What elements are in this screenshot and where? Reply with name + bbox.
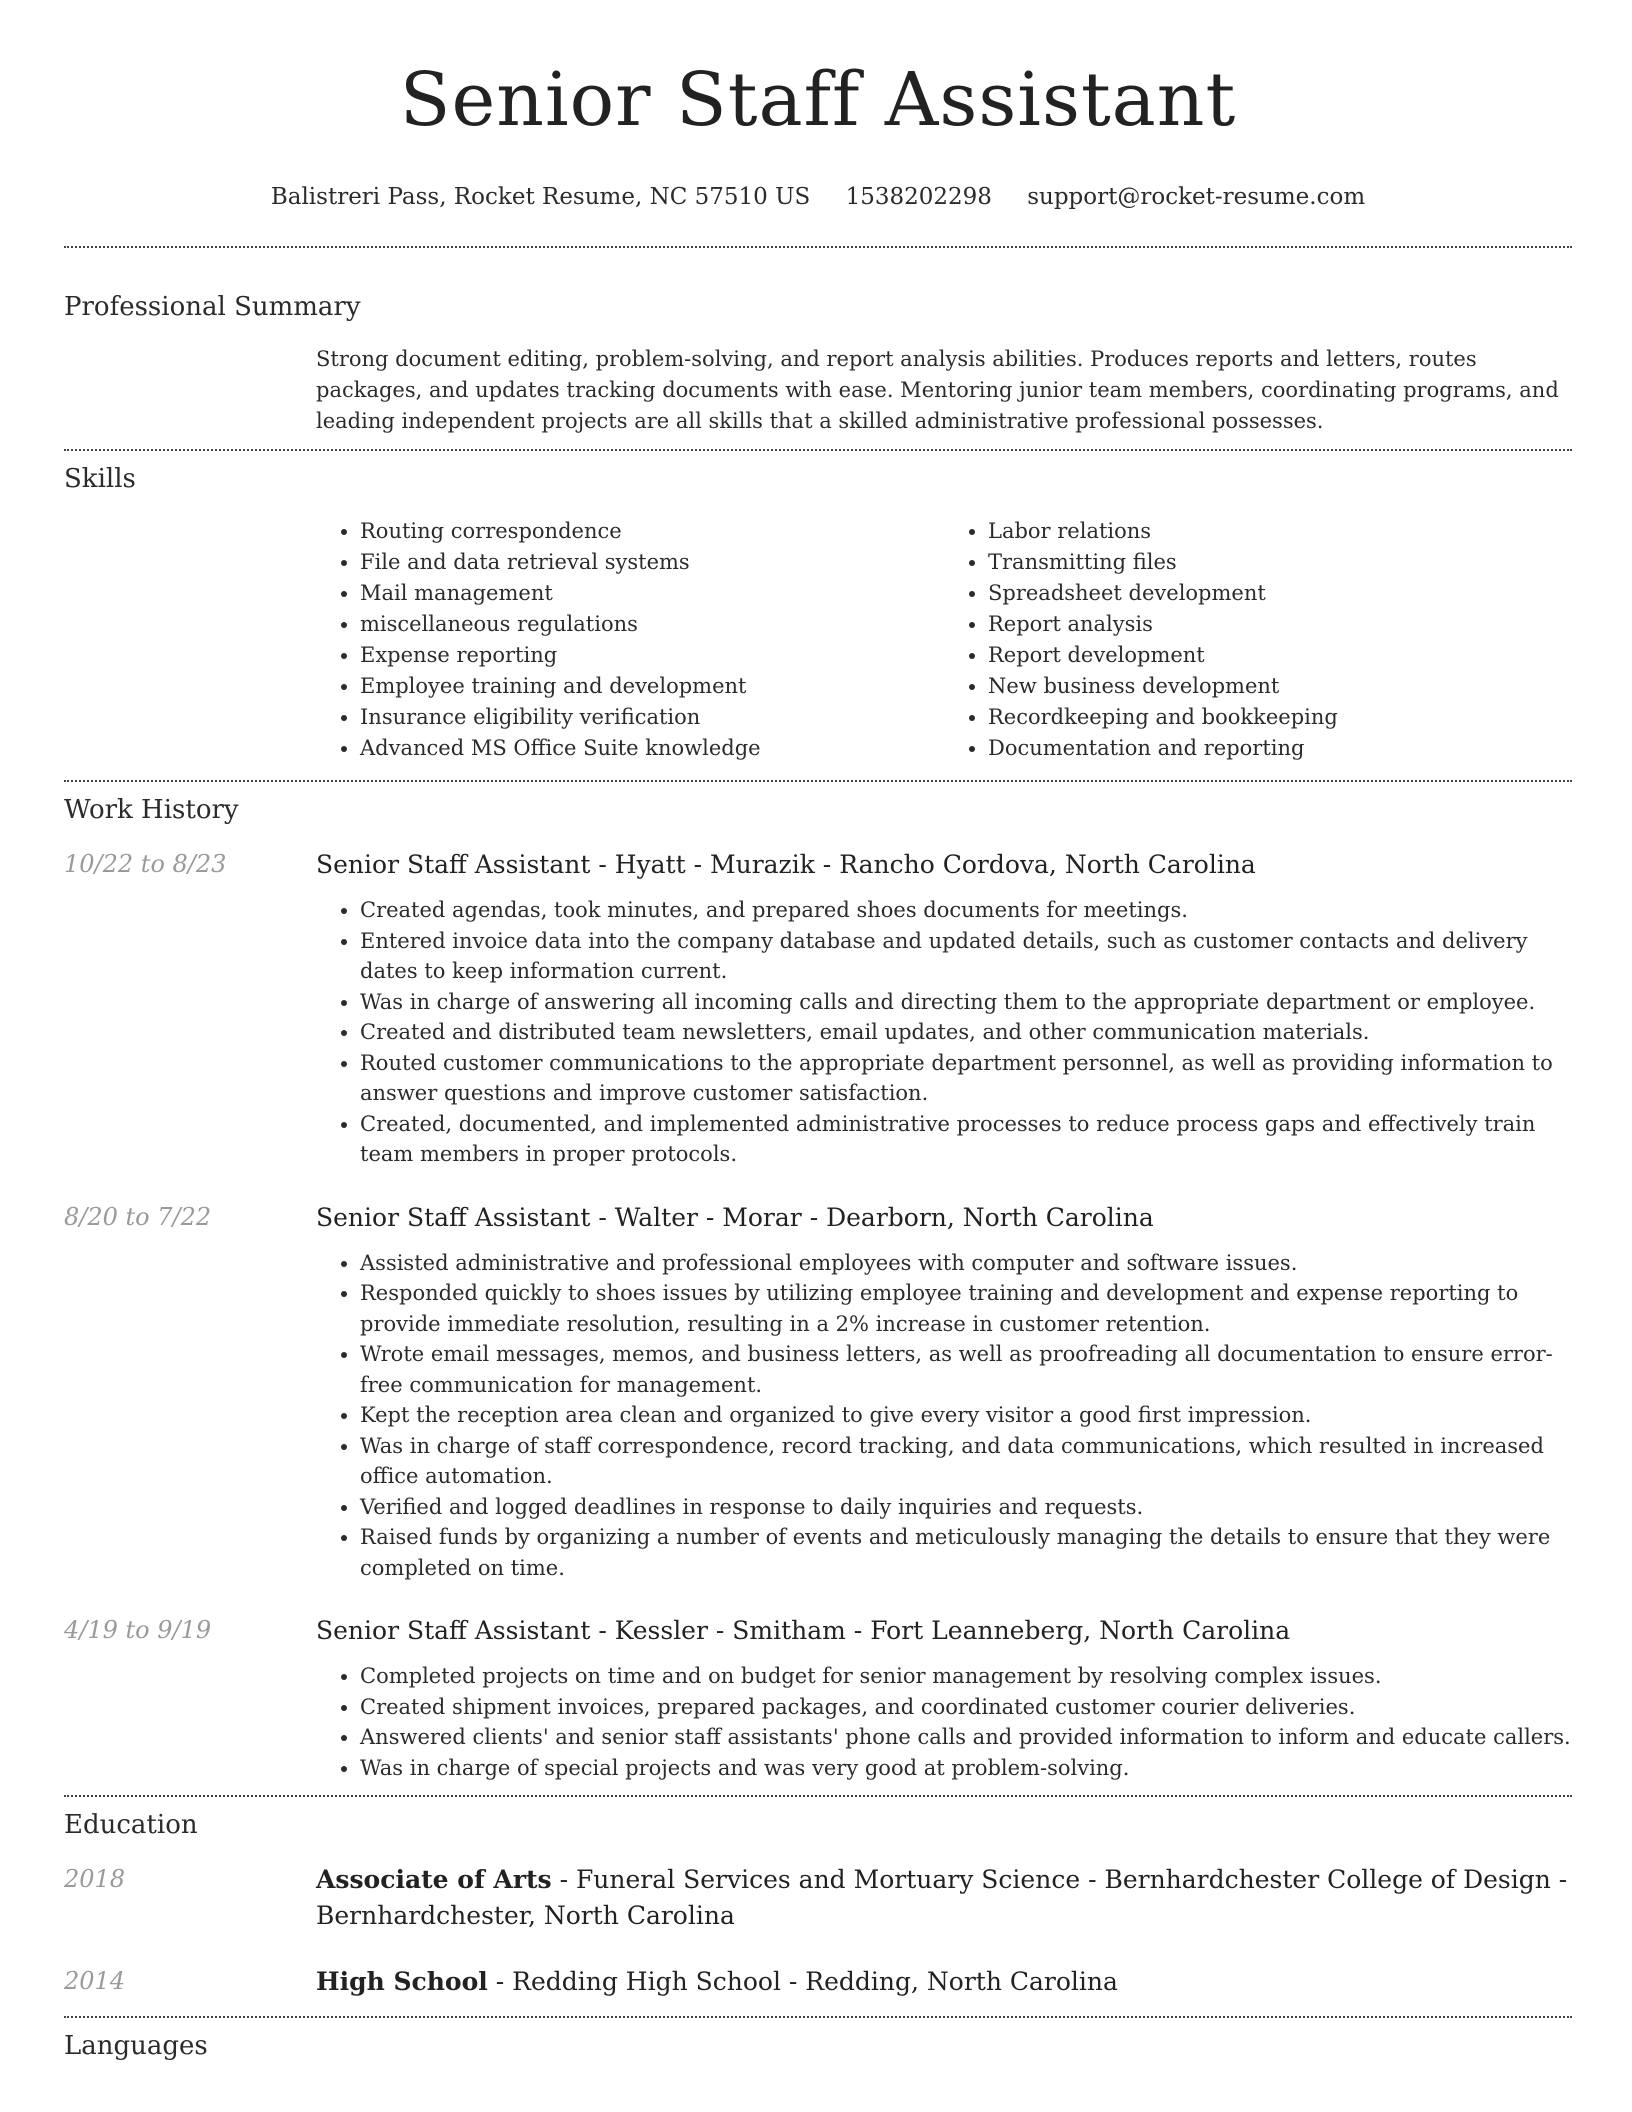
job-bullet: • Created agendas, took minutes, and prepared shoes documents for meetings. <box>360 895 1572 926</box>
job-bullet: • Assisted administrative and professional employees with computer and software issues. <box>360 1248 1572 1279</box>
skill-item: • Report analysis <box>988 609 1572 640</box>
summary-title: Professional Summary <box>64 292 361 322</box>
education-entries <box>64 1862 1572 2000</box>
summary-section <box>64 248 1572 437</box>
skill-item: • File and data retrieval systems <box>360 547 944 578</box>
job-bullet: • Was in charge of staff correspondence, record tracking, and data communications, which resulted in increased office automation. <box>360 1431 1572 1492</box>
skills-list-right <box>944 516 1572 764</box>
summary-text: Strong document editing, problem-solving, and report analysis abilities. Produces reports and letters, routes packages, and updates tracking documents with ease. Mentoring junior team members, coordinating programs, and leading independent projects are all skills that a skilled administrative professional possesses. <box>316 347 1559 433</box>
skill-item: • Labor relations <box>988 516 1572 547</box>
work-entries <box>64 847 1572 1783</box>
contact-line <box>64 182 1572 212</box>
skills-section <box>64 451 1572 764</box>
job-dates: 10/22 to 8/23 <box>64 850 227 878</box>
education-detail <box>316 1964 1572 2000</box>
education-detail <box>316 1862 1572 1934</box>
education-entry <box>64 1862 1572 1934</box>
job-title: Senior Staff Assistant - Hyatt - Murazik - Rancho Cordova, North Carolina <box>316 850 1256 879</box>
job-entry <box>64 1613 1572 1783</box>
skill-item: • Documentation and reporting <box>988 733 1572 764</box>
education-title: Education <box>64 1810 198 1840</box>
skill-item: • Spreadsheet development <box>988 578 1572 609</box>
job-bullet: • Verified and logged deadlines in response to daily inquiries and requests. <box>360 1492 1572 1523</box>
job-bullet: • Completed projects on time and on budget for senior management by resolving complex issues. <box>360 1661 1572 1692</box>
skill-item: • Transmitting files <box>988 547 1572 578</box>
skill-item: • Insurance eligibility verification <box>360 702 944 733</box>
education-year: 2014 <box>64 1967 126 1995</box>
contact-phone: 1538202298 <box>845 184 992 210</box>
job-bullet: • Responded quickly to shoes issues by utilizing employee training and development and expense reporting to provide immediate resolution, resulting in a 2% increase in customer retention. <box>360 1278 1572 1339</box>
job-title: Senior Staff Assistant - Kessler - Smitham - Fort Leanneberg, North Carolina <box>316 1616 1291 1645</box>
job-bullet: • Answered clients' and senior staff assistants' phone calls and provided information to inform and educate callers. <box>360 1722 1572 1753</box>
skill-item: • New business development <box>988 671 1572 702</box>
skills-list-left <box>316 516 944 764</box>
skill-item: • Mail management <box>360 578 944 609</box>
skill-item: • miscellaneous regulations <box>360 609 944 640</box>
work-title: Work History <box>64 795 239 825</box>
skill-item: • Advanced MS Office Suite knowledge <box>360 733 944 764</box>
skill-item: • Recordkeeping and bookkeeping <box>988 702 1572 733</box>
job-bullet: • Created, documented, and implemented administrative processes to reduce process gaps and effectively train team members in proper protocols. <box>360 1109 1572 1170</box>
job-entry <box>64 1200 1572 1584</box>
education-year: 2018 <box>64 1865 126 1893</box>
job-entry <box>64 847 1572 1170</box>
job-bullet: • Was in charge of answering all incoming calls and directing them to the appropriate department or employee. <box>360 987 1572 1018</box>
contact-email: support@rocket-resume.com <box>1027 184 1366 210</box>
education-school: - Funeral Services and Mortuary Science - Bernhardchester College of Design - Bernhardchester, North Carolina <box>316 1865 1568 1930</box>
education-degree: Associate of Arts <box>316 1865 552 1894</box>
job-bullets <box>316 895 1572 1170</box>
skill-item: • Employee training and development <box>360 671 944 702</box>
languages-title: Languages <box>64 2031 208 2061</box>
resume-page <box>64 0 1572 2063</box>
job-bullet: • Kept the reception area clean and organized to give every visitor a good first impression. <box>360 1400 1572 1431</box>
candidate-name: Senior Staff Assistant <box>399 57 1237 143</box>
education-degree: High School <box>316 1967 488 1996</box>
job-bullet: • Was in charge of special projects and was very good at problem-solving. <box>360 1753 1572 1784</box>
languages-section <box>64 2018 1572 2063</box>
education-entry <box>64 1964 1572 2000</box>
job-title: Senior Staff Assistant - Walter - Morar - Dearborn, North Carolina <box>316 1202 1154 1232</box>
skill-item: • Expense reporting <box>360 640 944 671</box>
job-dates: 8/20 to 7/22 <box>64 1202 212 1231</box>
education-section <box>64 1797 1572 2000</box>
job-bullets <box>316 1661 1572 1783</box>
education-school: - Redding High School - Redding, North Carolina <box>487 1967 1118 1996</box>
skill-item: • Routing correspondence <box>360 516 944 547</box>
skill-item: • Report development <box>988 640 1572 671</box>
job-dates: 4/19 to 9/19 <box>64 1616 212 1644</box>
job-bullet: • Created and distributed team newsletters, email updates, and other communication materials. <box>360 1017 1572 1048</box>
work-section <box>64 782 1572 1783</box>
skills-title: Skills <box>64 464 136 494</box>
job-bullet: • Raised funds by organizing a number of events and meticulously managing the details to ensure that they were completed on time. <box>360 1522 1572 1583</box>
contact-address: Balistreri Pass, Rocket Resume, NC 57510 US <box>270 184 811 210</box>
job-bullet: • Entered invoice data into the company database and updated details, such as customer contacts and delivery dates to keep information current. <box>360 926 1572 987</box>
job-bullet: • Routed customer communications to the appropriate department personnel, as well as providing information to answer questions and improve customer satisfaction. <box>360 1048 1572 1109</box>
job-bullets <box>316 1248 1572 1584</box>
skills-columns <box>316 516 1572 764</box>
job-bullet: • Wrote email messages, memos, and business letters, as well as proofreading all documentation to ensure error-free communication for management. <box>360 1339 1572 1400</box>
job-bullet: • Created shipment invoices, prepared packages, and coordinated customer courier deliveries. <box>360 1692 1572 1723</box>
